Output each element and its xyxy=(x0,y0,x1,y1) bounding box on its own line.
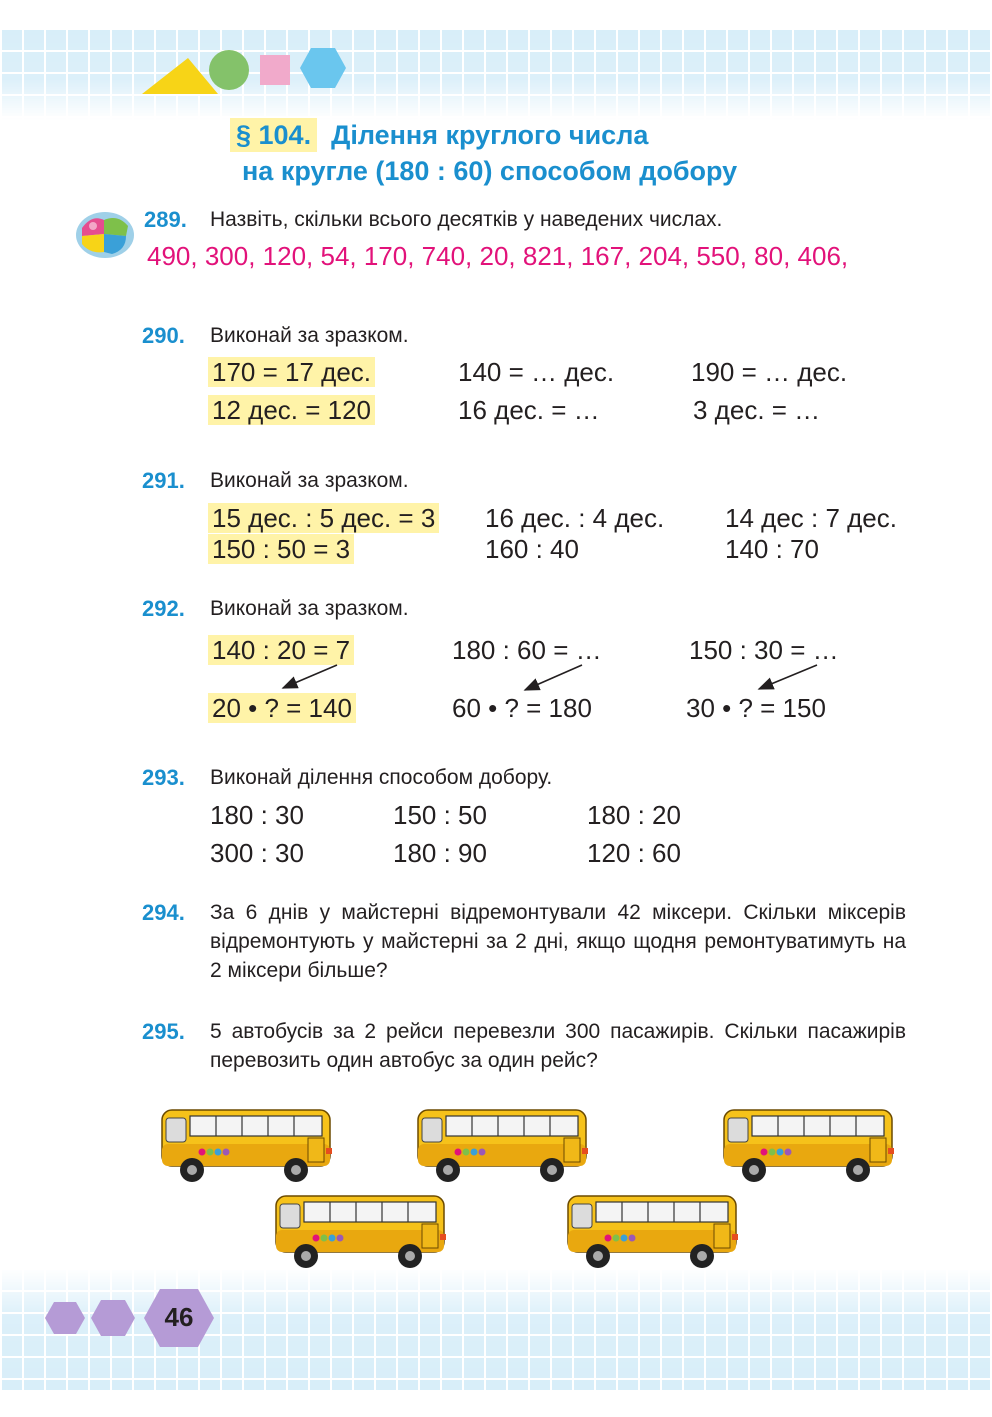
task-291-item: 160 : 40 xyxy=(485,534,579,564)
task-292-example-2: 20 • ? = 140 xyxy=(208,693,356,724)
task-290-text: Виконай за зразком. xyxy=(210,324,409,347)
task-292-item: 180 : 60 = … xyxy=(452,635,602,665)
bus-icon xyxy=(564,1190,740,1272)
section-title-line-2: на кругле (180 : 60) способом добору xyxy=(242,156,738,186)
task-293-item: 120 : 60 xyxy=(587,838,681,868)
task-294-number: 294. xyxy=(142,900,185,925)
circle-shape-icon xyxy=(207,48,251,92)
task-293-item: 180 : 20 xyxy=(587,800,681,830)
bus-icon xyxy=(720,1104,896,1186)
task-293-number: 293. xyxy=(142,765,185,790)
task-293-item: 300 : 30 xyxy=(210,838,304,868)
task-292-number: 292. xyxy=(142,596,185,621)
square-shape-icon xyxy=(259,54,291,86)
hexagon-small-icon xyxy=(44,1300,86,1336)
task-289-text: Назвіть, скільки всього десятків у наведених числах. xyxy=(210,208,723,231)
task-291-item: 16 дес. : 4 дес. xyxy=(485,503,665,533)
task-290-item: 3 дес. = … xyxy=(693,395,821,425)
arrow-icon xyxy=(759,665,817,689)
task-289-numbers: 490, 300, 120, 54, 170, 740, 20, 821, 167, 204, 550, 80, 406, xyxy=(147,241,849,271)
hexagon-shape-icon xyxy=(299,46,347,90)
task-289-number: 289. xyxy=(144,207,187,232)
puzzle-icon xyxy=(74,208,136,260)
task-293-item: 180 : 30 xyxy=(210,800,304,830)
task-293-item: 180 : 90 xyxy=(393,838,487,868)
arrow-icon xyxy=(283,665,337,688)
task-291-number: 291. xyxy=(142,468,185,493)
task-292-item: 60 • ? = 180 xyxy=(452,693,592,723)
bus-icon xyxy=(414,1104,590,1186)
task-292-example-1: 140 : 20 = 7 xyxy=(208,635,354,666)
task-290-item: 190 = … дес. xyxy=(691,357,848,387)
task-291-text: Виконай за зразком. xyxy=(210,469,409,492)
task-292-item: 30 • ? = 150 xyxy=(686,693,826,723)
bus-icon xyxy=(158,1104,334,1186)
arrow-icon xyxy=(525,665,582,690)
task-295-text: 5 автобусів за 2 рейси перевезли 300 пасажирів. Скільки пасажирів перевозить один автобус за один рейс? xyxy=(210,1020,906,1072)
task-290-example-2: 12 дес. = 120 xyxy=(208,395,375,426)
bus-icon xyxy=(272,1190,448,1272)
task-290-item: 140 = … дес. xyxy=(458,357,615,387)
task-291-item: 14 дес : 7 дес. xyxy=(725,503,897,533)
task-291-example-2: 150 : 50 = 3 xyxy=(208,534,354,565)
page-number: 46 xyxy=(164,1302,194,1332)
section-title xyxy=(230,120,648,151)
task-295-number: 295. xyxy=(142,1019,185,1044)
task-294-text: За 6 днів у майстерні відремонтували 42 міксери. Скільки міксерів відремонтують у майстерні за 2 дні, якщо щодня ремонтуватимуть на 2 міксери більше? xyxy=(210,901,906,982)
task-292-item: 150 : 30 = … xyxy=(689,635,839,665)
task-290-number: 290. xyxy=(142,323,185,348)
task-291-item: 140 : 70 xyxy=(725,534,819,564)
task-293-item: 150 : 50 xyxy=(393,800,487,830)
task-293-text: Виконай ділення способом добору. xyxy=(210,766,553,789)
task-292-text: Виконай за зразком. xyxy=(210,597,409,620)
task-291-example-1: 15 дес. : 5 дес. = 3 xyxy=(208,503,439,534)
section-number: § 104. xyxy=(230,118,317,152)
task-290-item: 16 дес. = … xyxy=(458,395,600,425)
hexagon-medium-icon xyxy=(90,1298,136,1338)
task-290-example-1: 170 = 17 дес. xyxy=(208,357,375,388)
title-line-1: Ділення круглого числа xyxy=(331,120,649,150)
